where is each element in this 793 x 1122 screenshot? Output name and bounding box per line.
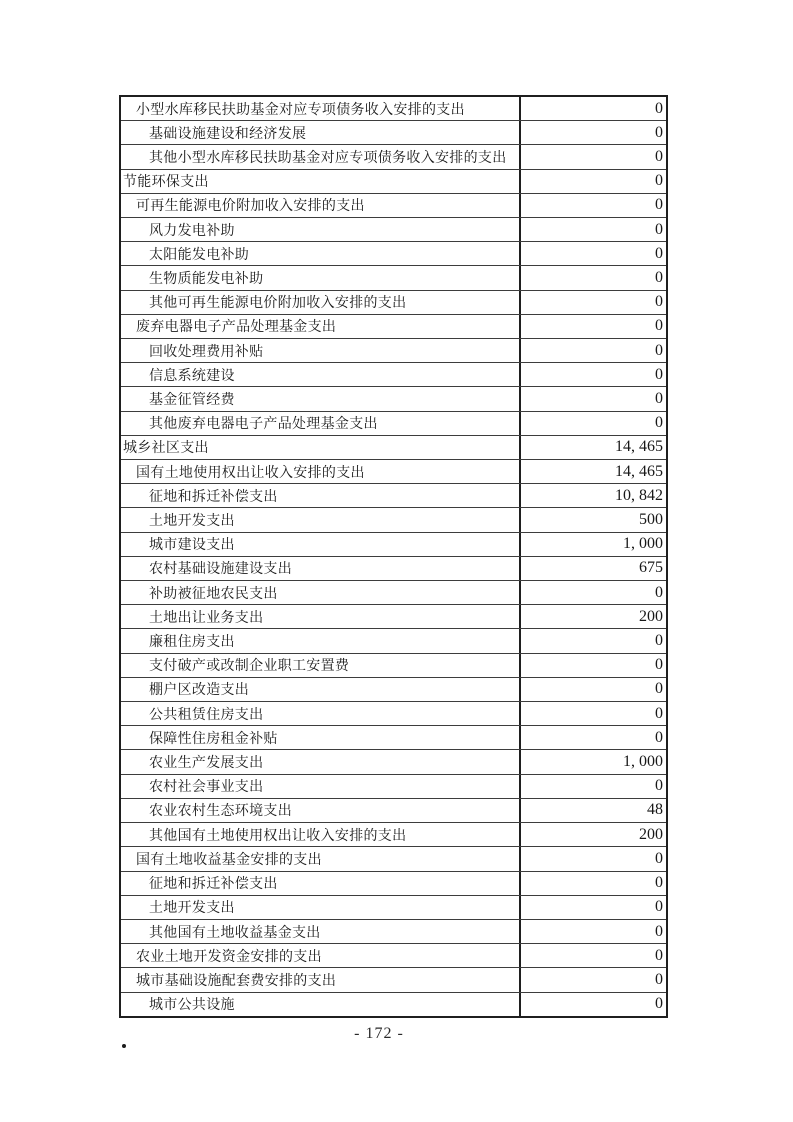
row-value: 0 bbox=[519, 242, 666, 265]
row-label: 农村基础设施建设支出 bbox=[149, 562, 292, 578]
table-row bbox=[121, 749, 666, 773]
row-label: 土地开发支出 bbox=[149, 901, 235, 917]
row-value: 0 bbox=[519, 944, 666, 967]
table-row bbox=[121, 943, 666, 967]
row-label: 棚户区改造支出 bbox=[149, 683, 250, 699]
row-value: 0 bbox=[519, 121, 666, 144]
row-label: 城市公共设施 bbox=[149, 998, 235, 1014]
row-value: 0 bbox=[519, 968, 666, 991]
row-value: 14, 465 bbox=[519, 460, 666, 483]
table-row bbox=[121, 290, 666, 314]
table-row bbox=[121, 507, 666, 531]
page-number: - 172 - bbox=[354, 1025, 404, 1042]
row-value: 200 bbox=[519, 823, 666, 846]
table-row bbox=[121, 556, 666, 580]
table-row bbox=[121, 871, 666, 895]
row-value: 0 bbox=[519, 678, 666, 701]
row-label: 农业土地开发资金安排的支出 bbox=[136, 949, 322, 965]
row-label: 国有土地收益基金安排的支出 bbox=[136, 852, 322, 868]
row-label: 其他小型水库移民扶助基金对应专项债务收入安排的支出 bbox=[149, 151, 507, 166]
table-row bbox=[121, 919, 666, 943]
row-value: 0 bbox=[519, 145, 666, 168]
row-label: 基础设施建设和经济发展 bbox=[149, 126, 307, 142]
row-label: 农业生产发展支出 bbox=[149, 756, 264, 772]
row-value: 0 bbox=[519, 363, 666, 386]
row-label: 城乡社区支出 bbox=[123, 441, 209, 457]
table-row bbox=[121, 798, 666, 822]
table-row bbox=[121, 411, 666, 435]
table-row bbox=[121, 725, 666, 749]
row-label: 土地出让业务支出 bbox=[149, 610, 264, 626]
table-row bbox=[121, 314, 666, 338]
row-value: 0 bbox=[519, 339, 666, 362]
row-value: 1, 000 bbox=[519, 750, 666, 773]
table-row bbox=[121, 846, 666, 870]
row-value: 0 bbox=[519, 266, 666, 289]
row-label: 其他可再生能源电价附加收入安排的支出 bbox=[149, 296, 407, 312]
table-row bbox=[121, 435, 666, 459]
row-label: 补助被征地农民支出 bbox=[149, 586, 278, 602]
row-label: 廉租住房支出 bbox=[149, 635, 235, 651]
table-row bbox=[121, 217, 666, 241]
row-value: 0 bbox=[519, 97, 666, 120]
row-label: 可再生能源电价附加收入安排的支出 bbox=[136, 199, 365, 215]
row-label: 支付破产或改制企业职工安置费 bbox=[149, 659, 350, 675]
table-row bbox=[121, 144, 666, 168]
table-row bbox=[121, 362, 666, 386]
table-row bbox=[121, 628, 666, 652]
table-row bbox=[121, 193, 666, 217]
budget-expenditure-table bbox=[119, 95, 668, 1018]
table-row bbox=[121, 483, 666, 507]
row-value: 0 bbox=[519, 291, 666, 314]
row-label: 太阳能发电补助 bbox=[149, 247, 250, 263]
table-row bbox=[121, 677, 666, 701]
row-value: 0 bbox=[519, 702, 666, 725]
table-row bbox=[121, 604, 666, 628]
row-value: 10, 842 bbox=[519, 484, 666, 507]
table-row bbox=[121, 580, 666, 604]
table-row bbox=[121, 241, 666, 265]
row-value: 500 bbox=[519, 508, 666, 531]
row-label: 废弃电器电子产品处理基金支出 bbox=[136, 320, 337, 336]
row-label: 风力发电补助 bbox=[149, 223, 235, 239]
row-value: 0 bbox=[519, 218, 666, 241]
row-label: 征地和拆迁补偿支出 bbox=[149, 877, 278, 893]
row-label: 公共租赁住房支出 bbox=[149, 707, 264, 723]
row-value: 48 bbox=[519, 799, 666, 822]
row-value: 0 bbox=[519, 920, 666, 943]
row-label: 农村社会事业支出 bbox=[149, 780, 264, 796]
row-label: 基金征管经费 bbox=[149, 393, 235, 409]
table-row bbox=[121, 338, 666, 362]
row-label: 城市基础设施配套费安排的支出 bbox=[136, 973, 337, 989]
table-row bbox=[121, 822, 666, 846]
row-value: 675 bbox=[519, 557, 666, 580]
table-row bbox=[121, 992, 666, 1016]
row-label: 节能环保支出 bbox=[123, 175, 209, 191]
row-label: 农业农村生态环境支出 bbox=[149, 804, 292, 820]
row-value: 0 bbox=[519, 315, 666, 338]
table-row bbox=[121, 120, 666, 144]
row-label: 生物质能发电补助 bbox=[149, 272, 264, 288]
table-row bbox=[121, 967, 666, 991]
row-value: 0 bbox=[519, 896, 666, 919]
row-label: 国有土地使用权出让收入安排的支出 bbox=[136, 465, 365, 481]
stray-dot-artifact bbox=[122, 1044, 126, 1048]
row-value: 0 bbox=[519, 629, 666, 652]
table-row bbox=[121, 97, 666, 120]
table-row bbox=[121, 459, 666, 483]
row-label: 其他国有土地使用权出让收入安排的支出 bbox=[149, 828, 407, 844]
table-row bbox=[121, 653, 666, 677]
row-value: 0 bbox=[519, 387, 666, 410]
table-row bbox=[121, 265, 666, 289]
row-label: 信息系统建设 bbox=[149, 368, 235, 384]
row-value: 0 bbox=[519, 581, 666, 604]
table-row bbox=[121, 169, 666, 193]
table-row bbox=[121, 774, 666, 798]
row-label: 城市建设支出 bbox=[149, 538, 235, 554]
row-label: 其他国有土地收益基金支出 bbox=[149, 925, 321, 941]
row-value: 0 bbox=[519, 194, 666, 217]
row-value: 200 bbox=[519, 605, 666, 628]
row-value: 14, 465 bbox=[519, 436, 666, 459]
row-value: 0 bbox=[519, 412, 666, 435]
row-label: 其他废弃电器电子产品处理基金支出 bbox=[149, 417, 378, 433]
table-row bbox=[121, 386, 666, 410]
row-label: 土地开发支出 bbox=[149, 514, 235, 530]
table-row bbox=[121, 895, 666, 919]
row-value: 0 bbox=[519, 847, 666, 870]
row-value: 0 bbox=[519, 993, 666, 1016]
row-value: 1, 000 bbox=[519, 533, 666, 556]
row-value: 0 bbox=[519, 654, 666, 677]
row-value: 0 bbox=[519, 726, 666, 749]
row-value: 0 bbox=[519, 872, 666, 895]
table-row bbox=[121, 701, 666, 725]
table-row bbox=[121, 532, 666, 556]
row-value: 0 bbox=[519, 775, 666, 798]
row-value: 0 bbox=[519, 170, 666, 193]
row-label: 保障性住房租金补贴 bbox=[149, 731, 278, 747]
row-label: 回收处理费用补贴 bbox=[149, 344, 264, 360]
row-label: 小型水库移民扶助基金对应专项债务收入安排的支出 bbox=[136, 102, 465, 118]
row-label: 征地和拆迁补偿支出 bbox=[149, 489, 278, 505]
